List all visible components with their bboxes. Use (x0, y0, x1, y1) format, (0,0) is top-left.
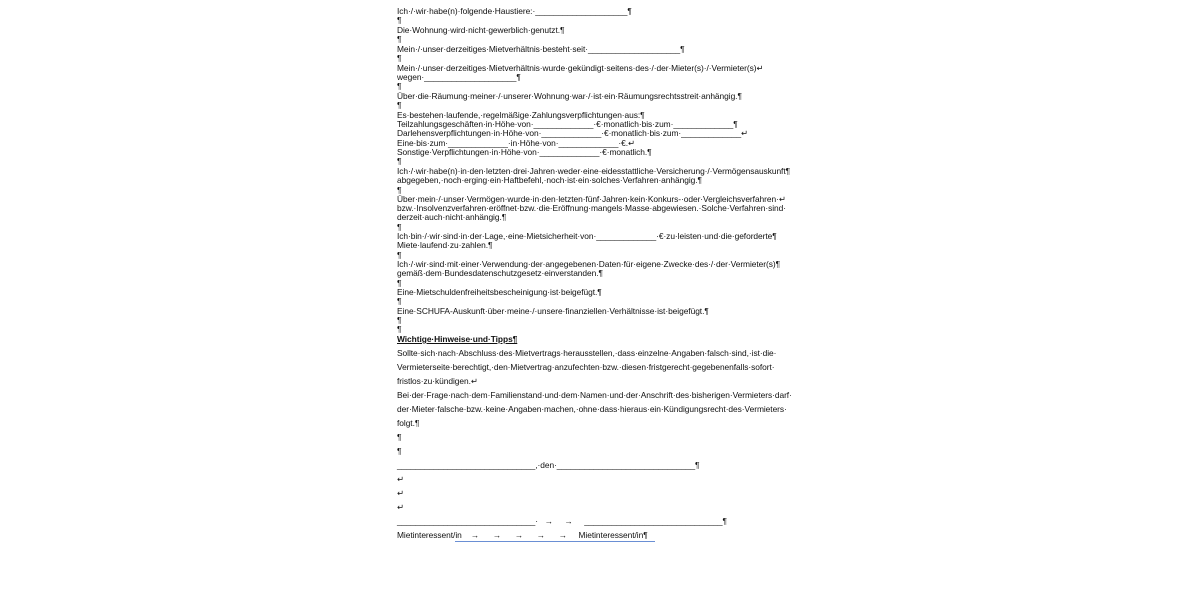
section-heading: Wichtige·Hinweise·und·Tipps¶ (397, 334, 518, 344)
text-line: ¶ (397, 185, 402, 195)
text-line: ¶ (397, 156, 402, 166)
hint-line: Sollte·sich·nach·Abschluss·des·Mietvertrags·herausstellen,·dass·einzelne·Angaben·falsch·sind,·ist·die· (397, 348, 777, 358)
spellcheck-underline (455, 539, 655, 542)
hint-line: der·Mieter·falsche·bzw.·keine·Angaben·machen,·ohne·dass·hieraus·ein·Kündigungsrecht·des·Vermieters· (397, 404, 787, 414)
text-line: ¶ (397, 81, 402, 91)
text-line: abgegeben,·noch·erging·ein·Haftbefehl,·noch·ist·ein·solches·Verfahren·anhängig.¶ (397, 175, 702, 185)
text-line: ¶ (397, 250, 402, 260)
text-line: Über·die·Räumung·meiner·/·unserer·Wohnung·war·/·ist·ein·Räumungsrechtsstreit·anhängig.¶ (397, 91, 742, 101)
text-line: ¶ (397, 34, 402, 44)
hint-line: folgt.¶ (397, 418, 420, 428)
text-line: ¶ (397, 100, 402, 110)
text-line: Mein·/·unser·derzeitiges·Mietverhältnis·besteht·seit·____________________¶ (397, 44, 685, 54)
text-line: ¶ (397, 278, 402, 288)
text-line: ¶ (397, 15, 402, 25)
signature-labels: Mietinteressent/in → → → → → Mietinteressent/in¶ (397, 530, 648, 540)
text-line: Darlehensverpflichtungen·in·Höhe·von·_____________·€·monatlich·bis·zum·_____________↵ (397, 128, 749, 138)
text-line: Mein·/·unser·derzeitiges·Mietverhältnis·wurde·gekündigt·seitens·des·/·der·Mieter(s)·/·Vermieter(s)↵ (397, 63, 764, 73)
place-date-line[interactable]: ______________________________,·den·______________________________¶ (397, 460, 700, 470)
text-line: Ich·/·wir·habe(n)·in·den·letzten·drei·Jahren·weder·eine·eidesstattliche·Versicherung·/·Vermögensauskunft¶ (397, 166, 791, 176)
text-line: ↵ (397, 488, 404, 498)
text-line: ¶ (397, 53, 402, 63)
text-line: ↵ (397, 474, 404, 484)
text-line: ¶ (397, 222, 402, 232)
text-line: ¶ (397, 324, 402, 334)
text-line: Eine·Mietschuldenfreiheitsbescheinigung·ist·beigefügt.¶ (397, 287, 602, 297)
text-line: wegen·____________________¶ (397, 72, 521, 82)
text-line: Sonstige·Verpflichtungen·in·Höhe·von·_____________·€·monatlich.¶ (397, 147, 652, 157)
hint-line: Bei·der·Frage·nach·dem·Familienstand·und·dem·Namen·und·der·Anschrift·des·bisherigen·Vermieters·darf· (397, 390, 792, 400)
hint-line: fristlos·zu·kündigen.↵ (397, 376, 478, 386)
text-line: ¶ (397, 432, 402, 442)
text-line: Teilzahlungsgeschäften·in·Höhe·von·_____________·€·monatlich·bis·zum·_____________¶ (397, 119, 738, 129)
signature-lines[interactable]: ______________________________· → → ______________________________¶ (397, 516, 727, 526)
text-line: derzeit·auch·nicht·anhängig.¶ (397, 212, 507, 222)
text-line: Eine·bis·zum·_____________·in·Höhe·von·_____________·€.↵ (397, 138, 635, 148)
text-line: ¶ (397, 296, 402, 306)
text-line: gemäß·dem·Bundesdatenschutzgesetz·einverstanden.¶ (397, 268, 603, 278)
text-line: Die·Wohnung·wird·nicht·gewerblich·genutzt.¶ (397, 25, 565, 35)
text-line: Eine·SCHUFA-Auskunft·über·meine·/·unsere·finanziellen·Verhältnisse·ist·beigefügt.¶ (397, 306, 709, 316)
hint-line: Vermieterseite·berechtigt,·den·Mietvertrag·anzufechten·bzw.·diesen·fristgerecht·gegebenenfalls·sofort· (397, 362, 775, 372)
text-line: Ich·/·wir·sind·mit·einer·Verwendung·der·angegebenen·Daten·für·eigene·Zwecke·des·/·der·Vermieter(s)¶ (397, 259, 781, 269)
document-page (397, 0, 797, 600)
text-line: ↵ (397, 502, 404, 512)
text-line: ¶ (397, 446, 402, 456)
text-line: Über·mein·/·unser·Vermögen·wurde·in·den·letzten·fünf·Jahren·kein·Konkurs-·oder·Vergleichsverfahren·↵ (397, 194, 786, 204)
text-line: Es·bestehen·laufende,·regelmäßige·Zahlungsverpflichtungen·aus:¶ (397, 110, 645, 120)
text-line: bzw.·Insolvenzverfahren·eröffnet·bzw.·die·Eröffnung·mangels·Masse·abgewiesen.·Solche·Verfahren·sind· (397, 203, 786, 213)
text-line: Ich·/·wir·habe(n)·folgende·Haustiere:·____________________¶ (397, 6, 632, 16)
text-line: Miete·laufend·zu·zahlen.¶ (397, 240, 493, 250)
text-line: ¶ (397, 315, 402, 325)
text-line: Ich·bin·/·wir·sind·in·der·Lage,·eine·Mietsicherheit·von·_____________·€·zu·leisten·und·die·geforderte¶ (397, 231, 777, 241)
